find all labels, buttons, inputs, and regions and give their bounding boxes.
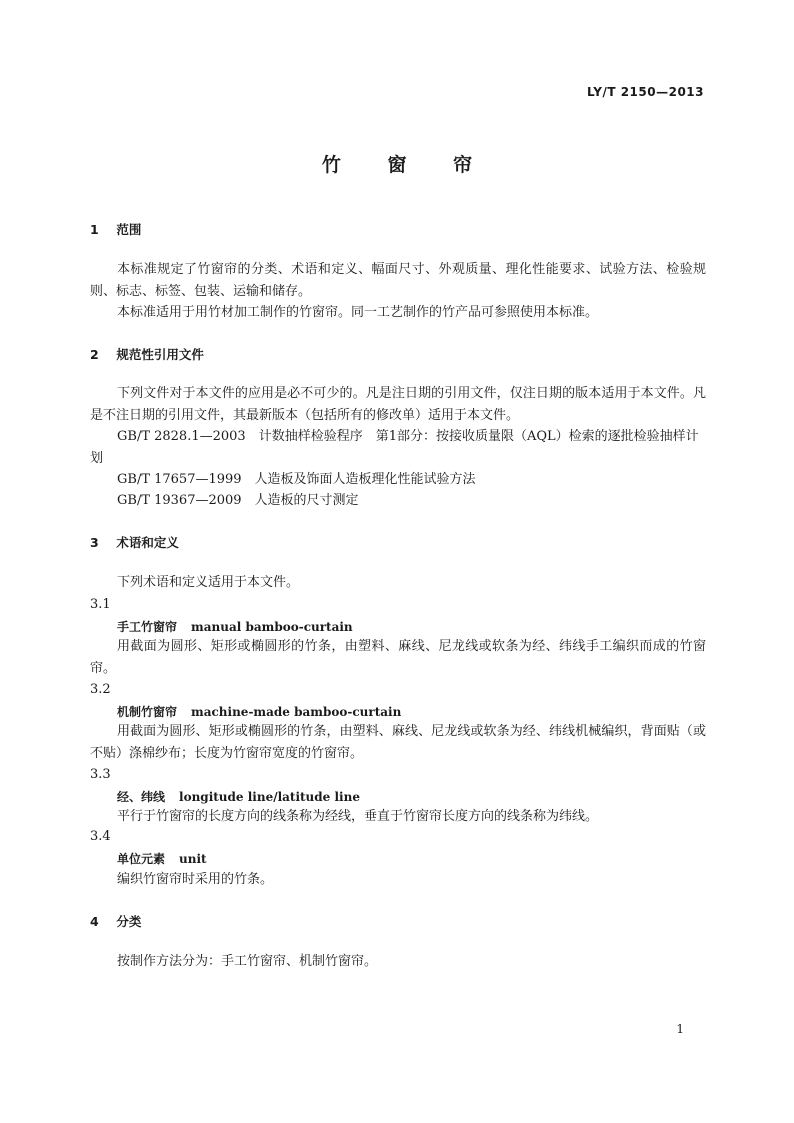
term-definition: 编织竹窗帘时采用的竹条。	[117, 872, 274, 887]
section-2-heading	[90, 345, 204, 363]
term-heading	[117, 618, 353, 635]
term-en: manual bamboo-curtain	[191, 620, 353, 634]
term-definition: 用截面为圆形、矩形或椭圆形的竹条，由塑料、麻线、尼龙线或软条为经、纬线手工编织而成的竹窗帘。	[90, 639, 706, 676]
section-title: 术语和定义	[116, 535, 179, 550]
reference-item: GB/T 17657—1999 人造板及饰面人造板理化性能试验方法	[117, 472, 476, 487]
term-number: 3.1	[90, 597, 111, 612]
section-title: 分类	[116, 914, 142, 929]
section-4-heading	[90, 912, 141, 930]
term-zh: 机制竹窗帘	[117, 705, 178, 719]
section-number: 3	[90, 535, 99, 550]
term-en: unit	[179, 852, 207, 866]
references-intro: 下列文件对于本文件的应用是必不可少的。凡是注日期的引用文件，仅注日期的版本适用于本文件。凡是不注日期的引用文件，其最新版本（包括所有的修改单）适用于本文件。	[90, 386, 706, 423]
term-number: 3.4	[90, 829, 111, 844]
term-zh: 单位元素	[117, 852, 166, 866]
section-number: 2	[90, 347, 99, 362]
document-code: LY/T 2150—2013	[586, 85, 704, 99]
scope-paragraph-1: 本标准规定了竹窗帘的分类、术语和定义、幅面尺寸、外观质量、理化性能要求、试验方法、检验规则、标志、标签、包装、运输和储存。	[90, 262, 706, 299]
term-number: 3.2	[90, 682, 111, 697]
term-heading	[117, 850, 207, 867]
term-number: 3.3	[90, 767, 111, 782]
term-definition: 平行于竹窗帘的长度方向的线条称为经线，垂直于竹窗帘长度方向的线条称为纬线。	[117, 809, 599, 824]
reference-item: GB/T 19367—2009 人造板的尺寸测定	[117, 493, 359, 508]
section-number: 1	[90, 222, 99, 237]
classification-paragraph: 按制作方法分为：手工竹窗帘、机制竹窗帘。	[117, 954, 378, 969]
term-en: machine-made bamboo-curtain	[191, 705, 402, 719]
section-title: 范围	[116, 222, 142, 237]
page-number: 1	[676, 1022, 684, 1036]
terms-intro: 下列术语和定义适用于本文件。	[117, 575, 300, 590]
term-definition: 用截面为圆形、矩形或椭圆形的竹条，由塑料、麻线、尼龙线或软条为经、纬线机械编织，背面贴（或不贴）涤棉纱布；长度为竹窗帘宽度的竹窗帘。	[90, 724, 706, 761]
term-heading	[117, 703, 401, 720]
section-number: 4	[90, 914, 99, 929]
term-zh: 手工竹窗帘	[117, 620, 178, 634]
document-title: 竹 窗 帘	[321, 154, 493, 176]
section-3-heading	[90, 533, 179, 551]
section-1-heading	[90, 220, 141, 238]
scope-paragraph-2: 本标准适用于用竹材加工制作的竹窗帘。同一工艺制作的竹产品可参照使用本标准。	[117, 305, 599, 320]
term-en: longitude line/latitude line	[179, 790, 360, 804]
section-title: 规范性引用文件	[116, 347, 204, 362]
term-zh: 经、纬线	[117, 790, 166, 804]
reference-item: GB/T 2828.1—2003 计数抽样检验程序 第1部分：按接收质量限（AQL）检索的逐批检验抽样计划	[90, 429, 699, 466]
term-heading	[117, 788, 360, 805]
